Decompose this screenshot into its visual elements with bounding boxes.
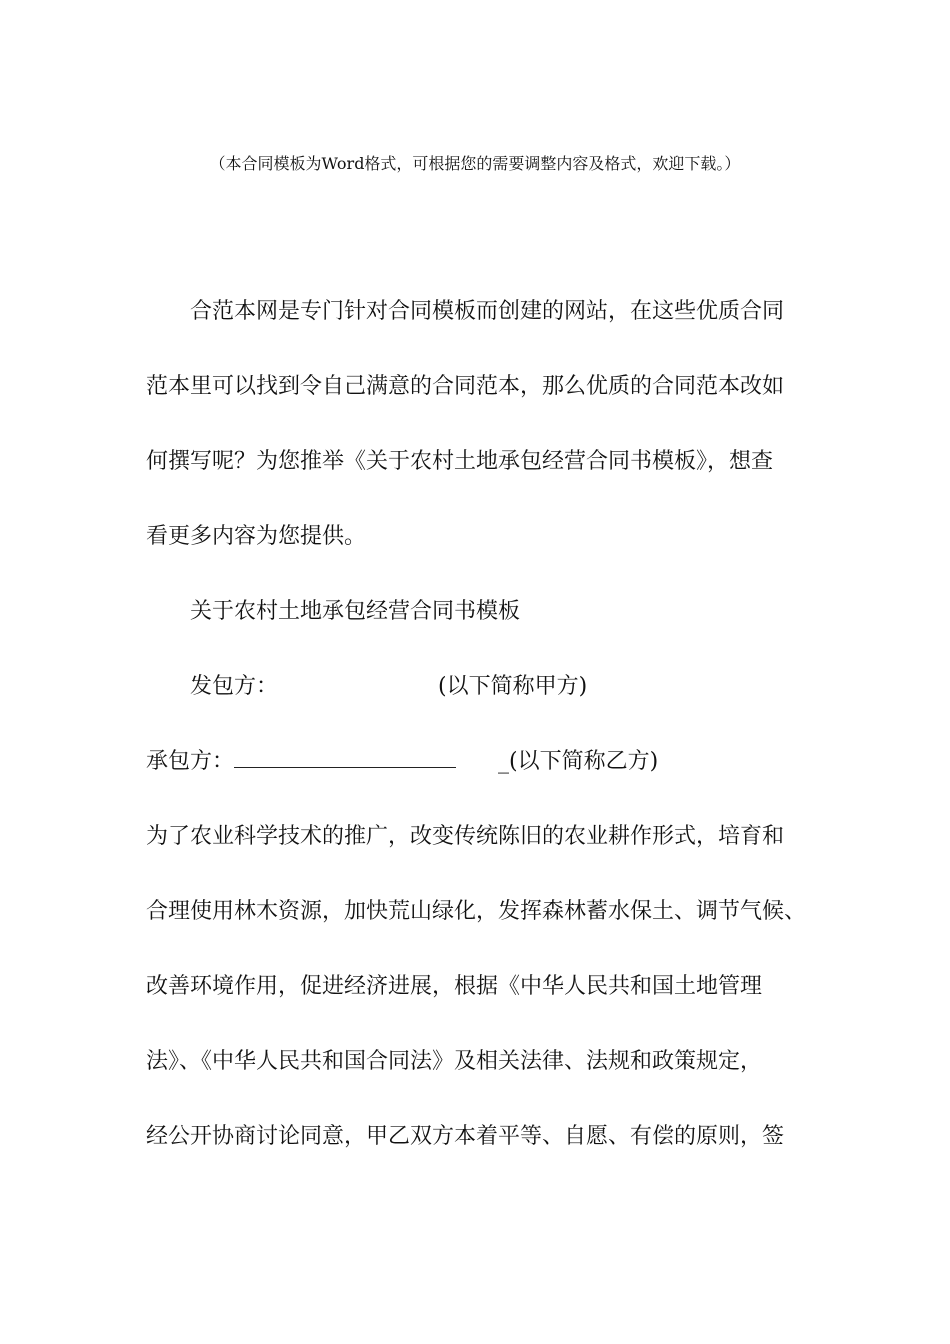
intro-line-2: 范本里可以找到令自己满意的合同范本，那么优质的合同范本改如 bbox=[146, 374, 785, 399]
party-a-line bbox=[190, 672, 587, 702]
body-line: 合理使用林木资源，加快荒山绿化，发挥森林蓄水保土、调节气候、 bbox=[146, 899, 807, 924]
intro-line-3: 何撰写呢？为您推举《关于农村土地承包经营合同书模板》，想查 bbox=[146, 449, 774, 474]
body-line: 改善环境作用，促进经济进展，根据《中华人民共和国土地管理 bbox=[146, 974, 763, 999]
party-a-suffix: (以下简称甲方) bbox=[438, 674, 588, 699]
intro-line-4: 看更多内容为您提供。 bbox=[146, 524, 367, 549]
party-b-blank bbox=[234, 747, 456, 768]
party-b-suffix: _(以下简称乙方) bbox=[498, 749, 659, 774]
party-b-label: 承包方： bbox=[146, 749, 235, 774]
intro-line-1: 合范本网是专门针对合同模板而创建的网站，在这些优质合同 bbox=[190, 299, 785, 324]
contract-title: 关于农村土地承包经营合同书模板 bbox=[190, 599, 521, 624]
party-a-label: 发包方： bbox=[190, 674, 279, 699]
party-b-line bbox=[146, 747, 658, 777]
body-line: 经公开协商讨论同意，甲乙双方本着平等、自愿、有偿的原则，签 bbox=[146, 1124, 785, 1149]
body-line: 法》、《中华人民共和国合同法》及相关法律、法规和政策规定， bbox=[146, 1049, 763, 1074]
body-line: 为了农业科学技术的推广，改变传统陈旧的农业耕作形式，培育和 bbox=[146, 824, 785, 849]
template-note: （本合同模板为Word格式，可根据您的需要调整内容及格式，欢迎下载。） bbox=[209, 154, 741, 173]
